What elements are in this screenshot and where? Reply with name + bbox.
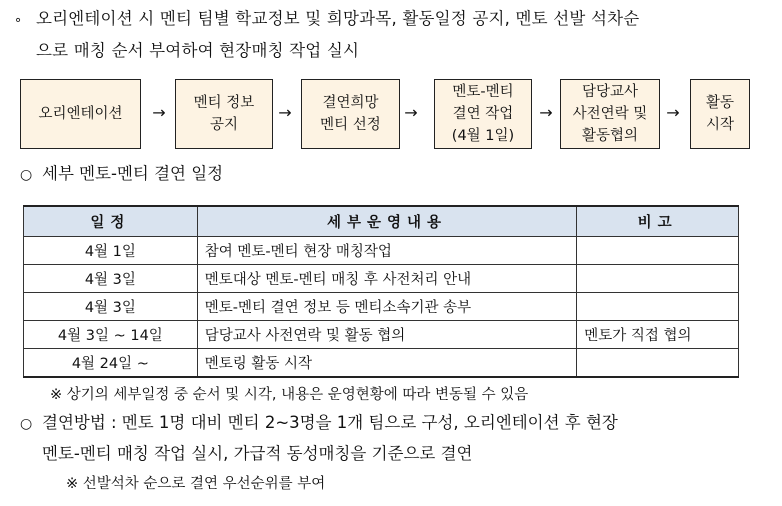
flow-step-start: 활동 시작 <box>690 79 750 149</box>
cell-details: 담당교사 사전연락 및 활동 협의 <box>197 321 576 349</box>
cell-date: 4월 3일 <box>24 265 198 293</box>
method-paragraph <box>20 408 618 469</box>
cell-date: 4월 3일 ~ 14일 <box>24 321 198 349</box>
cell-date: 4월 24일 ~ <box>24 349 198 378</box>
cell-details: 멘토링 활동 시작 <box>197 349 576 378</box>
arrow-right-icon: → <box>278 103 292 122</box>
bullet-dot-icon: ∘ <box>14 13 23 28</box>
schedule-heading-text: 세부 멘토-멘티 결연 일정 <box>42 164 224 183</box>
column-header-details: 세부운영내용 <box>197 206 576 237</box>
table-row <box>24 321 739 349</box>
cell-remarks <box>577 237 739 265</box>
cell-details: 멘토-멘티 결연 정보 등 멘티소속기관 송부 <box>197 293 576 321</box>
bullet-circle-icon: ○ <box>20 167 33 183</box>
flow-step-mentee-info: 멘티 정보 공지 <box>175 79 273 149</box>
intro-line-1 <box>14 4 639 36</box>
process-flow <box>20 79 750 153</box>
schedule-table <box>23 205 739 378</box>
method-note: ※ 선발석차 순으로 결연 우선순위를 부여 <box>66 476 326 492</box>
arrow-right-icon: → <box>152 103 166 122</box>
bullet-circle-icon: ○ <box>20 416 33 432</box>
table-row <box>24 293 739 321</box>
cell-details: 멘토대상 멘토-멘티 매칭 후 사전처리 안내 <box>197 265 576 293</box>
cell-remarks <box>577 265 739 293</box>
flow-step-orientation: 오리엔테이션 <box>20 79 141 149</box>
intro-paragraph <box>14 4 639 66</box>
cell-remarks <box>577 349 739 378</box>
table-row <box>24 237 739 265</box>
cell-date: 4월 3일 <box>24 293 198 321</box>
cell-remarks <box>577 293 739 321</box>
schedule-heading <box>20 160 223 189</box>
arrow-right-icon: → <box>404 103 418 122</box>
table-row <box>24 265 739 293</box>
flow-step-teacher-contact: 담당교사 사전연락 및 활동협의 <box>560 79 660 149</box>
intro-line-2: 으로 매칭 순서 부여하여 현장매칭 작업 실시 <box>36 41 360 60</box>
table-header-row <box>24 206 739 237</box>
column-header-remarks: 비고 <box>577 206 739 237</box>
method-line-2: 멘토-멘티 매칭 작업 실시, 가급적 동성매칭을 기준으로 결연 <box>42 444 473 463</box>
column-header-date: 일정 <box>24 206 198 237</box>
table-row <box>24 349 739 378</box>
cell-details: 참여 멘토-멘티 현장 매칭작업 <box>197 237 576 265</box>
flow-step-matching: 멘토-멘티 결연 작업 (4월 1일) <box>434 79 532 149</box>
intro-text-1: 오리엔테이션 시 멘티 팀별 학교정보 및 희망과목, 활동일정 공지, 멘토 선발 석차순 <box>36 9 640 28</box>
method-line-1 <box>20 408 618 439</box>
arrow-right-icon: → <box>539 103 553 122</box>
flow-step-mentee-select: 결연희망 멘티 선정 <box>301 79 400 149</box>
schedule-note: ※ 상기의 세부일정 중 순서 및 시각, 내용은 운영현황에 따라 변동될 수 있음 <box>50 387 529 403</box>
arrow-right-icon: → <box>666 103 680 122</box>
method-text-1: 결연방법 : 멘토 1명 대비 멘티 2~3명을 1개 팀으로 구성, 오리엔테이션 후 현장 <box>42 413 618 432</box>
cell-remarks: 멘토가 직접 협의 <box>577 321 739 349</box>
cell-date: 4월 1일 <box>24 237 198 265</box>
